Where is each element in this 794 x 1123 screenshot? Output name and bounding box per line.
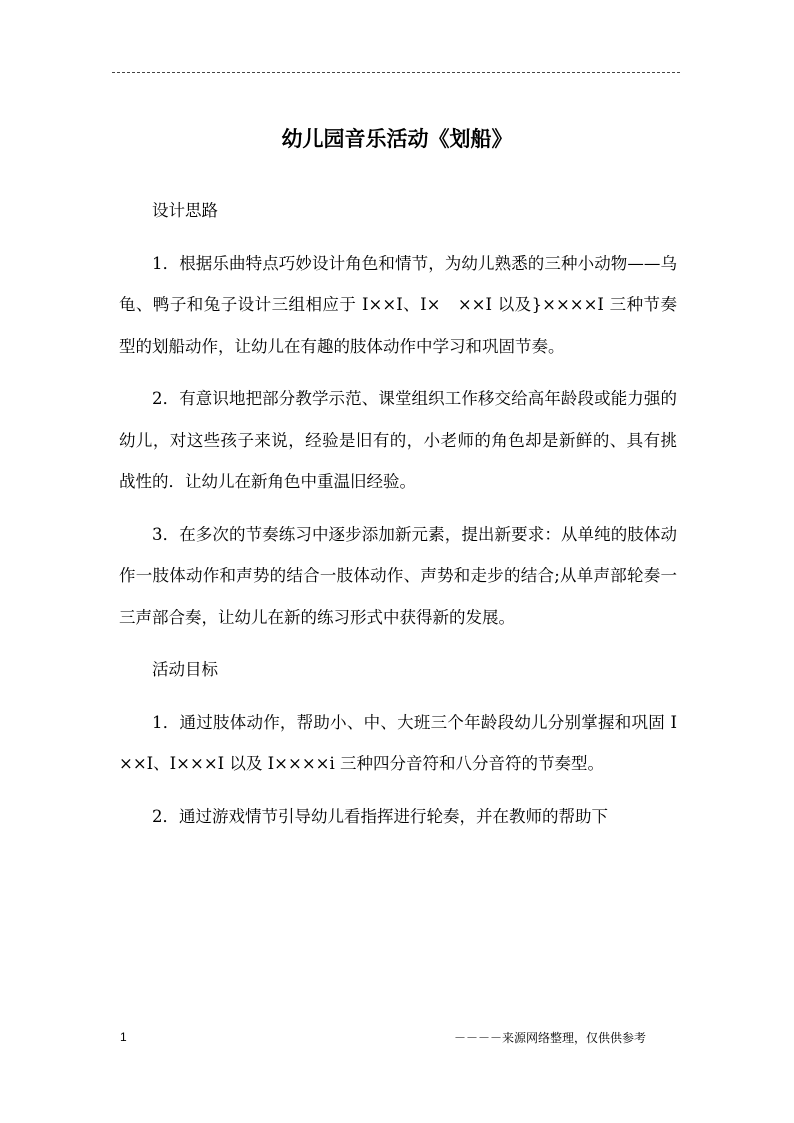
document-body — [119, 190, 677, 837]
paragraph-goal-1: 1．通过肢体动作，帮助小、中、大班三个年龄段幼儿分别掌握和巩固 I××I、I×××I 以及 I××××i 三种四分音符和八分音符的节奏型。 — [119, 712, 677, 773]
footer-source-note: －－－－来源网络整理，仅供供参考 — [454, 1031, 647, 1045]
page-number: 1 — [120, 1030, 127, 1044]
paragraph-design-3: 3．在多次的节奏练习中逐步添加新元素，提出新要求：从单纯的肢体动作一肢体动作和声势的结合一肢体动作、声势和走步的结合;从单声部轮奏一三声部合奏，让幼儿在新的练习形式中获得新的发展。 — [119, 524, 677, 627]
header-dashed-rule — [112, 72, 680, 73]
paragraph-goal-2: 2．通过游戏情节引导幼儿看指挥进行轮奏，并在教师的帮助下 — [152, 806, 608, 826]
paragraph-design-1: 1．根据乐曲特点巧妙设计角色和情节，为幼儿熟悉的三种小动物——乌龟、鸭子和兔子设计三组相应于 I××I、I× ××I 以及}××××I 三种节奏型的划船动作，让幼儿在有趣的肢体动作中学习和巩固节奏。 — [119, 253, 677, 356]
document-title: 幼儿园音乐活动《划船》 — [281, 126, 513, 151]
section-heading-design-ideas: 设计思路 — [152, 201, 218, 220]
section-heading-activity-goals: 活动目标 — [152, 660, 218, 679]
paragraph-design-2: 2．有意识地把部分教学示范、课堂组织工作移交给高年龄段或能力强的幼儿，对这些孩子来说，经验是旧有的，小老师的角色却是新鲜的、具有挑战性的．让幼儿在新角色中重温旧经验。 — [119, 389, 677, 491]
